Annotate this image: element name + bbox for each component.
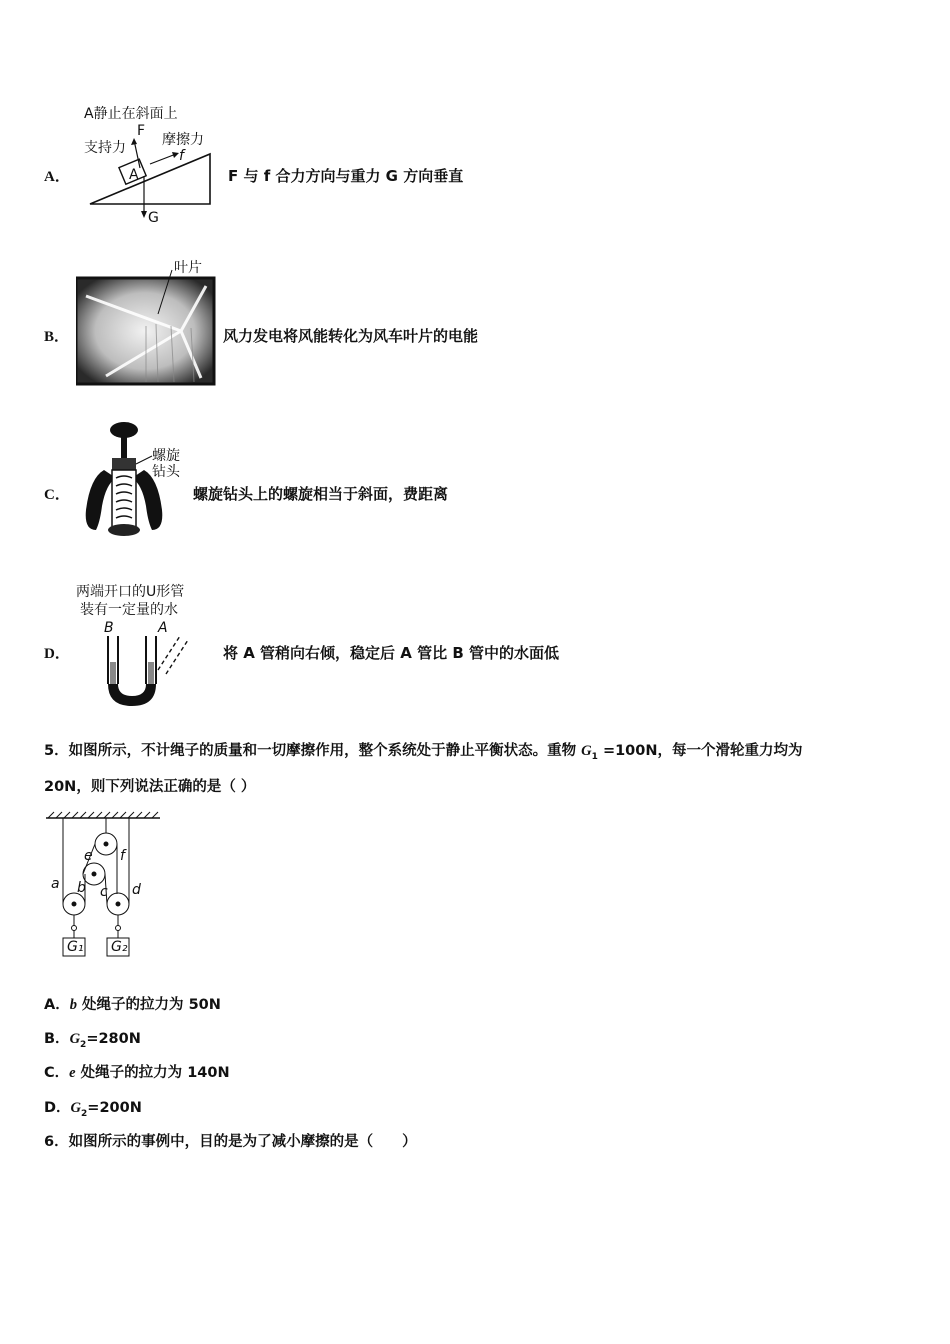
option-b-label: B． (44, 329, 70, 345)
tube-A-label: A (158, 620, 168, 636)
option-d-text: 将 A 管稍向右倾，稳定后 A 管比 B 管中的水面低 (223, 644, 559, 662)
option-a-text: F 与 f 合力方向与重力 G 方向垂直 (228, 167, 464, 185)
rope-b-label: b (77, 880, 86, 896)
option-d-label: D． (44, 646, 70, 662)
incline-title: A静止在斜面上 (84, 106, 178, 122)
blade-label: 叶片 (174, 260, 202, 276)
option-c-text: 螺旋钻头上的螺旋相当于斜面，费距离 (193, 485, 449, 503)
option-b-text: 风力发电将风能转化为风车叶片的电能 (223, 327, 479, 345)
rope-a-label: a (51, 876, 60, 892)
block-a-label: A (129, 167, 139, 183)
friction-force-label: 摩擦力 (162, 132, 204, 148)
question-5-line-2: 20N，则下列说法正确的是（ ） (44, 779, 256, 795)
screw-label-2: 钻头 (152, 464, 180, 480)
screw-label-1: 螺旋 (152, 448, 180, 464)
incline-triangle (90, 154, 210, 204)
force-f-label: f (179, 148, 184, 164)
q5-option-c: C．e 处绳子的拉力为 140N (44, 1065, 230, 1081)
g1-var: G (581, 743, 592, 759)
wind-turbine-photo (76, 256, 216, 386)
rope-c-label: c (100, 884, 108, 900)
gravity-G-label: G (148, 210, 159, 226)
rope-d-label: d (132, 882, 141, 898)
incline-figure (84, 102, 224, 226)
tube-B-label: B (104, 620, 114, 636)
pulley-system-figure (44, 808, 164, 964)
q5-option-d: D．$G_2=200N$ (44, 1100, 142, 1119)
q5-option-a: A．b 处绳子的拉力为 50N (44, 997, 221, 1013)
option-a-label: A． (44, 169, 70, 185)
u-tube-label-2: 装有一定量的水 (80, 602, 178, 618)
q5-option-b: B．$G_2=280N$ (44, 1031, 141, 1050)
question-6: 6．如图所示的事例中，目的是为了减小摩擦的是（ ） (44, 1134, 417, 1150)
question-5-line-1: 5．如图所示，不计绳子的质量和一切摩擦作用，整个系统处于静止平衡状态。重物 $G_1 =100N$，每一个滑轮重力均为 (44, 743, 803, 762)
support-force-label: 支持力 (84, 140, 126, 156)
corkscrew-figure (82, 418, 192, 542)
rope-f-label: f (120, 848, 125, 864)
weight-g1-label: G₁ (67, 939, 84, 955)
rope-e-label: e (84, 848, 93, 864)
option-c-label: C． (44, 487, 70, 503)
u-tube-label-1: 两端开口的U形管 (76, 584, 185, 600)
weight-g2-label: G₂ (111, 939, 128, 955)
force-F-label: F (137, 123, 146, 139)
u-tube-figure (74, 580, 220, 710)
